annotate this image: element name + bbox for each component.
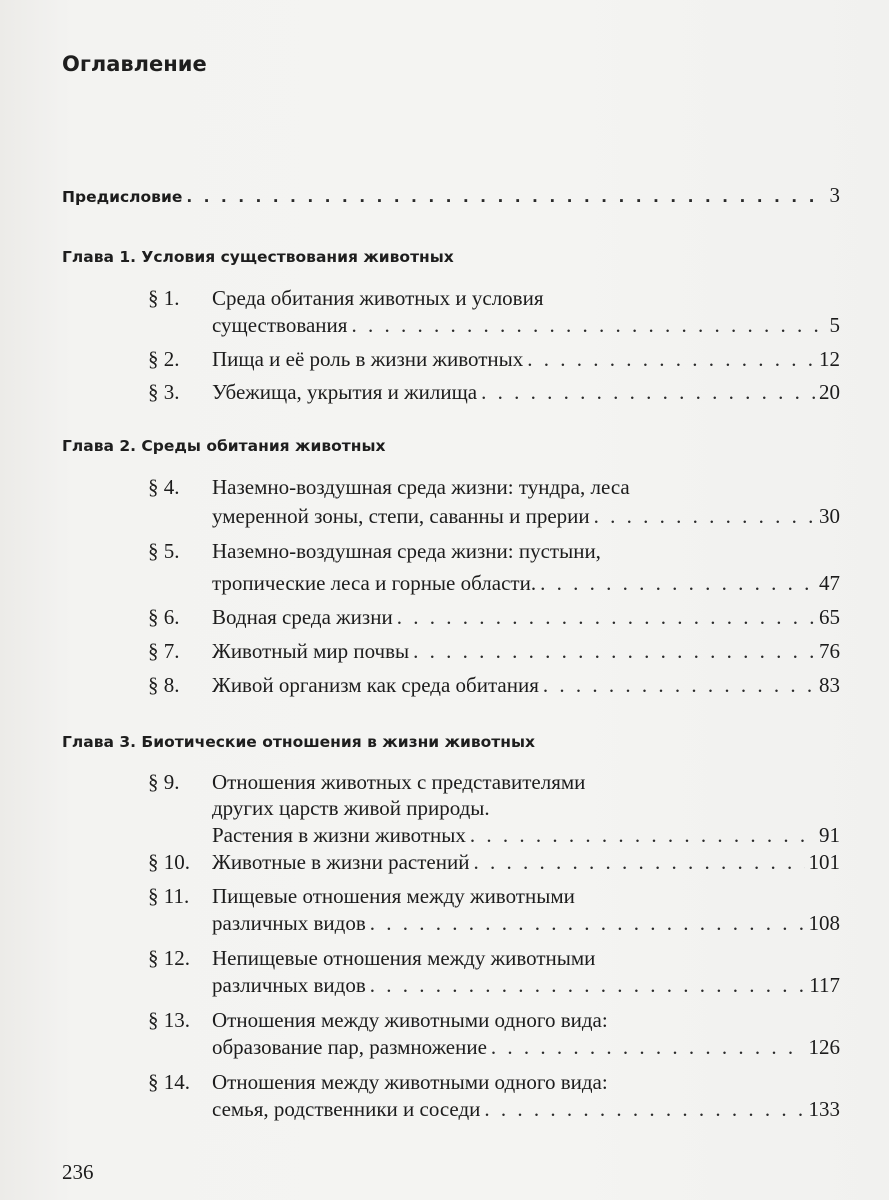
dot-leader — [540, 573, 815, 594]
dot-leader — [370, 975, 806, 996]
toc-entry — [212, 825, 840, 846]
dot-leader — [543, 675, 815, 696]
section-number: § 6. — [148, 605, 180, 629]
section-title-line: тропические леса и горные области. — [212, 571, 537, 595]
page-number: 76 — [819, 639, 840, 663]
section-title-line: семья, родственники и соседи — [212, 1097, 481, 1121]
section-title-line: Наземно-воздушная среда жизни: тундра, леса — [212, 475, 630, 499]
toc-entry — [212, 1037, 840, 1058]
section-number: § 14. — [148, 1070, 190, 1094]
page-folio: 236 — [62, 1160, 94, 1184]
dot-leader — [186, 190, 825, 206]
section-title-line: Непищевые отношения между животными — [212, 946, 596, 970]
toc-entry — [212, 382, 840, 403]
page-number: 108 — [808, 911, 840, 935]
section-title-line: Пищевые отношения между животными — [212, 884, 575, 908]
section-number: § 4. — [148, 475, 180, 499]
toc-entry — [212, 852, 840, 873]
section-title-line: Убежища, укрытия и жилища — [212, 380, 478, 404]
toc-entry — [212, 913, 840, 934]
page-number: 12 — [819, 347, 840, 371]
section-title-line: Растения в жизни животных — [212, 823, 466, 847]
dot-leader — [397, 607, 815, 628]
toc-entry-preface — [62, 185, 840, 206]
section-number: § 10. — [148, 850, 190, 874]
section-number: § 3. — [148, 380, 180, 404]
page-title: Оглавление — [62, 52, 207, 76]
section-title-line: Среда обитания животных и условия — [212, 286, 544, 310]
dot-leader — [484, 1099, 804, 1120]
section-number: § 1. — [148, 286, 180, 310]
toc-entry — [212, 975, 840, 996]
section-title-line: других царств живой природы. — [212, 796, 490, 820]
dot-leader — [527, 349, 815, 370]
dot-leader — [370, 913, 805, 934]
section-number: § 7. — [148, 639, 180, 663]
chapter-heading: Глава 2. Среды обитания животных — [62, 437, 386, 455]
section-title-line: различных видов — [212, 911, 366, 935]
dot-leader — [351, 315, 825, 336]
chapter-heading: Глава 3. Биотические отношения в жизни животных — [62, 733, 536, 751]
dot-leader — [473, 852, 804, 873]
preface-page: 3 — [829, 183, 840, 207]
page-number: 117 — [809, 973, 840, 997]
section-number: § 8. — [148, 673, 180, 697]
section-title-line: различных видов — [212, 973, 366, 997]
toc-entry — [212, 349, 840, 370]
section-title-line: Животный мир почвы — [212, 639, 410, 663]
page-number: 91 — [819, 823, 840, 847]
page-number: 5 — [829, 313, 840, 337]
section-title-line: Водная среда жизни — [212, 605, 393, 629]
toc-entry — [212, 315, 840, 336]
chapter-heading: Глава 1. Условия существования животных — [62, 248, 454, 266]
toc-entry — [212, 1099, 840, 1120]
section-title-line: существования — [212, 313, 348, 337]
section-number: § 5. — [148, 539, 180, 563]
page-number: 47 — [819, 571, 840, 595]
section-title-line: Отношения между животными одного вида: — [212, 1008, 608, 1032]
section-number: § 11. — [148, 884, 190, 908]
page-number: 20 — [819, 380, 840, 404]
section-title-line: Отношения между животными одного вида: — [212, 1070, 608, 1094]
toc-entry — [212, 675, 840, 696]
toc-entry — [212, 607, 840, 628]
dot-leader — [491, 1037, 805, 1058]
section-number: § 13. — [148, 1008, 190, 1032]
page-number: 133 — [808, 1097, 840, 1121]
section-title-line: Живой организм как среда обитания — [212, 673, 539, 697]
section-title-line: образование пар, размножение — [212, 1035, 487, 1059]
page-number: 83 — [819, 673, 840, 697]
dot-leader — [481, 382, 815, 403]
section-number: § 9. — [148, 770, 180, 794]
section-title-line: Пища и её роль в жизни животных — [212, 347, 524, 371]
dot-leader — [413, 641, 815, 662]
page-number: 65 — [819, 605, 840, 629]
section-number: § 12. — [148, 946, 190, 970]
dot-leader — [470, 825, 815, 846]
section-title-line: умеренной зоны, степи, саванны и прерии — [212, 504, 590, 528]
dot-leader — [594, 506, 815, 527]
page-number: 30 — [819, 504, 840, 528]
section-number: § 2. — [148, 347, 180, 371]
page-number: 126 — [808, 1035, 840, 1059]
toc-entry — [212, 506, 840, 527]
toc-entry — [212, 641, 840, 662]
page-number: 101 — [808, 850, 840, 874]
preface-label: Предисловие — [62, 188, 183, 206]
section-title-line: Отношения животных с представителями — [212, 770, 586, 794]
toc-entry — [212, 573, 840, 594]
section-title-line: Наземно-воздушная среда жизни: пустыни, — [212, 539, 601, 563]
section-title-line: Животные в жизни растений — [212, 850, 470, 874]
